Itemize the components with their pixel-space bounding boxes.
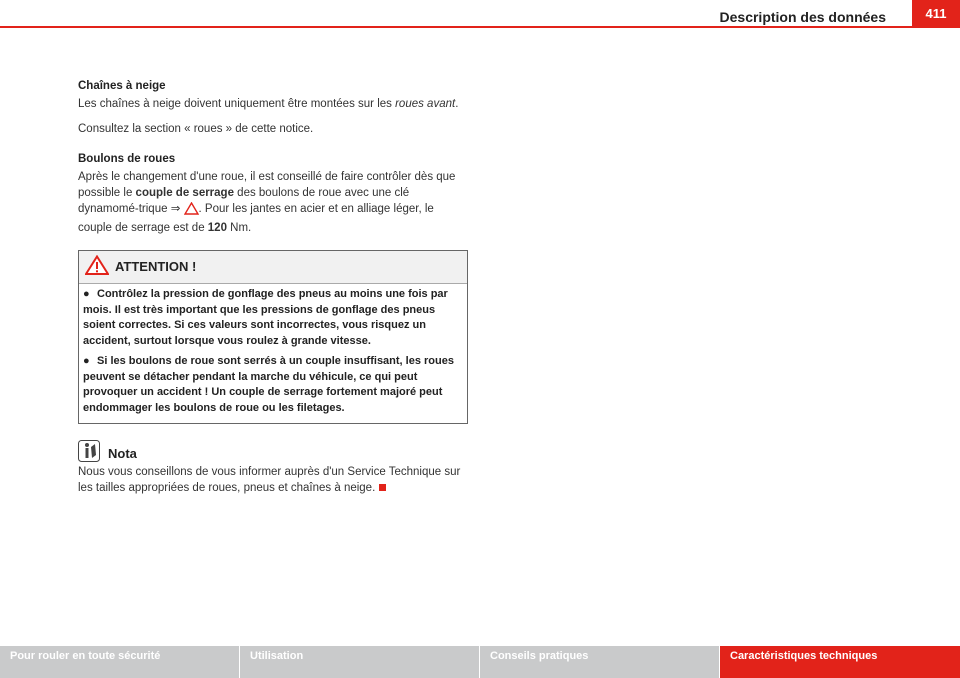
- note-paragraph: [78, 464, 468, 496]
- tab-usage[interactable]: Utilisation: [240, 646, 480, 678]
- tab-tips[interactable]: Conseils pratiques: [480, 646, 720, 678]
- tab-safety[interactable]: Pour rouler en toute sécurité: [0, 646, 240, 678]
- header-rule: [0, 26, 960, 28]
- warning-item: [83, 287, 463, 349]
- bolts-heading: Boulons de roues: [78, 153, 176, 165]
- reference-arrow[interactable]: ⇒: [170, 203, 181, 215]
- warning-item-text: Contrôlez la pression de gonflage des pneus au moins une fois par mois. Il est très important que les pressions de gonflage des pneus soient correctes. Si ces valeurs sont incorrectes, vous risquez un accident, surtout lorsque vous roulez à grande vitesse.: [83, 288, 448, 347]
- header-title: Description des données: [719, 9, 886, 25]
- bullet-icon: ●: [83, 355, 90, 367]
- bolts-unit: Nm.: [226, 222, 252, 234]
- info-person-icon: [78, 440, 100, 462]
- warning-box: [78, 250, 468, 424]
- warning-header: [79, 251, 467, 284]
- footer-nav: [0, 646, 960, 678]
- warning-item: [83, 354, 463, 416]
- end-square-icon: [379, 484, 386, 491]
- warning-title: ATTENTION !: [115, 259, 197, 274]
- main-content: [78, 78, 468, 505]
- warning-item-text: Si les boulons de roue sont serrés à un couple insuffisant, les roues peuvent se détacher pendant la marche du véhicule, ce qui peut provoquer un accident ! Un couple de serrage fortement majoré peut endommager les boulons de roue ou les filetages.: [83, 355, 454, 414]
- bolts-text-b: des boulons de roue avec une clé dynamomé-trique: [78, 187, 410, 215]
- bolts-text-a: Après le changement d'une roue, il est conseillé de faire contrôler dès que possible le: [78, 171, 456, 199]
- bolts-text-c: . Pour les jantes en acier et en alliage léger, le couple de serrage est de: [78, 203, 434, 234]
- chains-emphasis: roues avant: [395, 98, 456, 110]
- page-number: 411: [912, 0, 960, 26]
- tab-technical[interactable]: Caractéristiques techniques: [720, 646, 960, 678]
- warning-body: [79, 284, 467, 423]
- bolts-paragraph: [78, 169, 468, 236]
- bullet-icon: ●: [83, 288, 90, 300]
- chains-end: .: [455, 98, 459, 110]
- chains-paragraph: [78, 96, 468, 112]
- note-header: [78, 440, 468, 462]
- chains-heading: Chaînes à neige: [78, 80, 166, 92]
- warning-triangle-icon: [85, 255, 109, 280]
- bolts-bold-torque: couple de serrage: [135, 187, 234, 199]
- chains-text: Les chaînes à neige doivent uniquement être montées sur les: [78, 98, 396, 110]
- warning-triangle-icon[interactable]: [184, 202, 199, 220]
- bolts-torque-value: 120: [207, 222, 227, 234]
- note-title: Nota: [108, 446, 137, 461]
- note-text: Nous vous conseillons de vous informer auprès d'un Service Technique sur les tailles appropriées de roues, pneus et chaînes à neige.: [78, 466, 461, 494]
- chains-reference: Consultez la section « roues » de cette notice.: [78, 123, 314, 135]
